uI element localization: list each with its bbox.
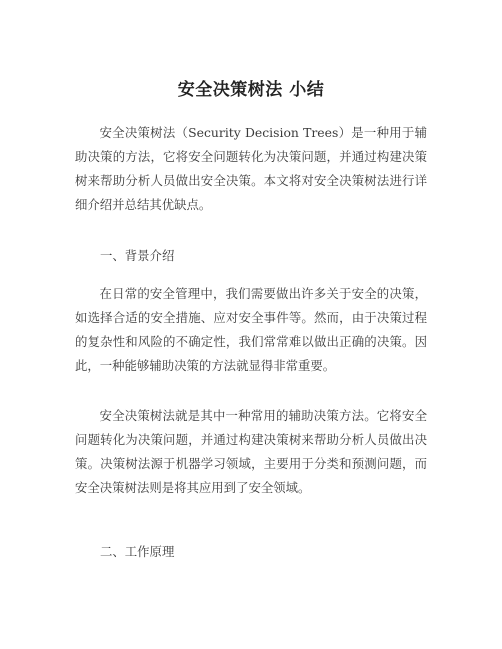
background-paragraph-1: 在日常的安全管理中，我们需要做出许多关于安全的决策，如选择合适的安全措施、应对安全事件等。然而，由于决策过程的复杂性和风险的不确定性，我们常常难以做出正确的决策。因此，一种能够辅助决策的方法就显得非常重要。 bbox=[75, 286, 427, 373]
section-heading-principle: 二、工作原理 bbox=[100, 544, 175, 559]
document-title: 安全决策树法 小结 bbox=[177, 80, 325, 100]
background-paragraph-2: 安全决策树法就是其中一种常用的辅助决策方法。它将安全问题转化为决策问题，并通过构建决策树来帮助分析人员做出决策。决策树法源于机器学习领域，主要用于分类和预测问题，而安全决策树法则是将其应用到了安全领域。 bbox=[75, 408, 427, 495]
intro-paragraph: 安全决策树法（Security Decision Trees）是一种用于辅助决策的方法，它将安全问题转化为决策问题，并通过构建决策树来帮助分析人员做出安全决策。本文将对安全决策树法进行详细介绍并总结其优缺点。 bbox=[75, 125, 427, 212]
section-heading-background: 一、背景介绍 bbox=[100, 248, 175, 263]
